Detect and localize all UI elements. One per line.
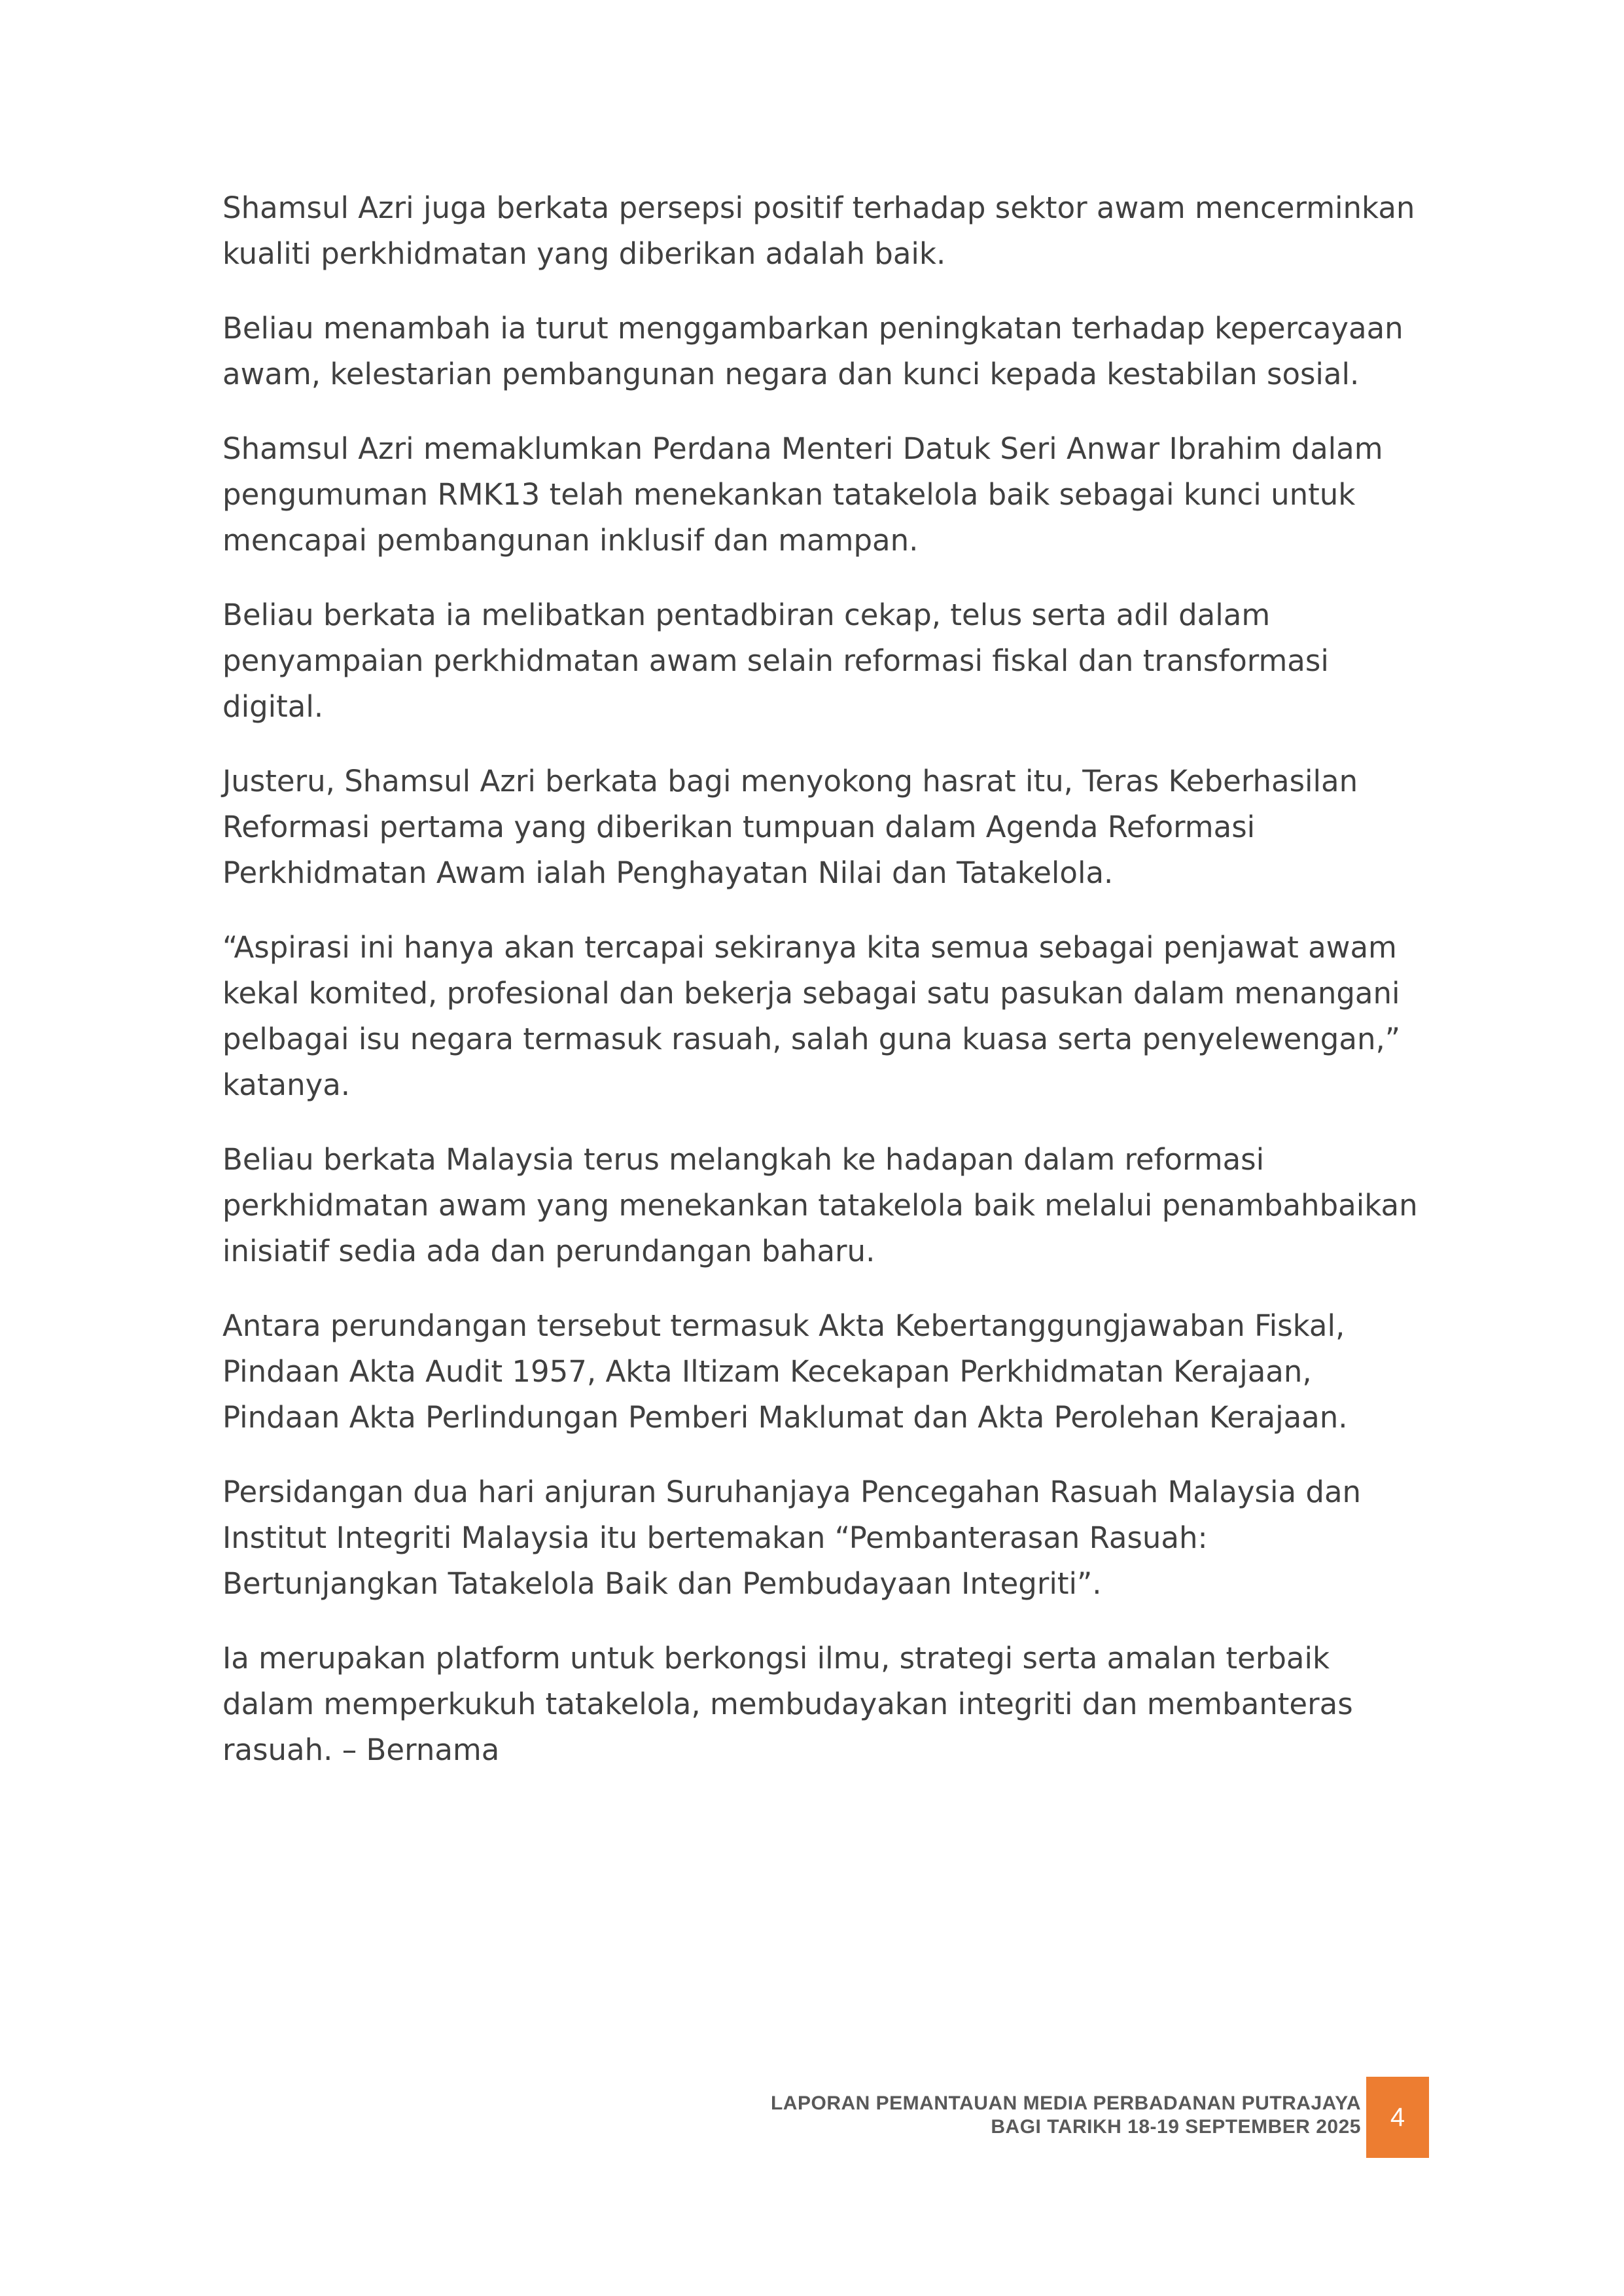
paragraph: Shamsul Azri juga berkata persepsi positif terhadap sektor awam mencerminkan kualiti perkhidmatan yang diberikan adalah baik.	[222, 190, 1415, 271]
paragraph: Beliau berkata ia melibatkan pentadbiran cekap, telus serta adil dalam penyampaian perkhidmatan awam selain reformasi fiskal dan transformasi digital.	[222, 598, 1329, 724]
paragraph: Ia merupakan platform untuk berkongsi ilmu, strategi serta amalan terbaik dalam memperkukuh tatakelola, membudayakan integriti dan membanteras rasuah. – Bernama	[222, 1641, 1353, 1767]
article-body	[222, 185, 1426, 1802]
page-number-badge	[1366, 2077, 1429, 2158]
paragraph: Beliau menambah ia turut menggambarkan peningkatan terhadap kepercayaan awam, kelestarian pembangunan negara dan kunci kepada kestabilan sosial.	[222, 311, 1403, 391]
paragraph: Antara perundangan tersebut termasuk Akta Kebertanggungjawaban Fiskal, Pindaan Akta Audit 1957, Akta Iltizam Kecekapan Perkhidmatan Kerajaan, Pindaan Akta Perlindungan Pemberi Maklumat dan Akta Perolehan Kerajaan.	[222, 1308, 1348, 1435]
paragraph: Beliau berkata Malaysia terus melangkah ke hadapan dalam reformasi perkhidmatan awam yang menekankan tatakelola baik melalui penambahbaikan inisiatif sedia ada dan perundangan baharu.	[222, 1142, 1418, 1268]
page-footer	[654, 2092, 1361, 2139]
footer-report-date: BAGI TARIKH 18-19 SEPTEMBER 2025	[991, 2116, 1361, 2138]
paragraph: “Aspirasi ini hanya akan tercapai sekiranya kita semua sebagai penjawat awam kekal komited, profesional dan bekerja sebagai satu pasukan dalam menangani pelbagai isu negara termasuk rasuah, salah guna kuasa serta penyelewengan,” katanya.	[222, 930, 1401, 1102]
paragraph: Shamsul Azri memaklumkan Perdana Menteri Datuk Seri Anwar Ibrahim dalam pengumuman RMK13 telah menekankan tatakelola baik sebagai kunci untuk mencapai pembangunan inklusif dan mampan.	[222, 431, 1383, 558]
paragraph: Justeru, Shamsul Azri berkata bagi menyokong hasrat itu, Teras Keberhasilan Reformasi pertama yang diberikan tumpuan dalam Agenda Reformasi Perkhidmatan Awam ialah Penghayatan Nilai dan Tatakelola.	[222, 764, 1358, 890]
footer-report-title: LAPORAN PEMANTAUAN MEDIA PERBADANAN PUTRAJAYA	[770, 2092, 1361, 2114]
page-number: 4	[1390, 2102, 1405, 2132]
paragraph: Persidangan dua hari anjuran Suruhanjaya Pencegahan Rasuah Malaysia dan Institut Integriti Malaysia itu bertemakan “Pembanterasan Rasuah: Bertunjangkan Tatakelola Baik dan Pembudayaan Integriti”.	[222, 1475, 1362, 1601]
